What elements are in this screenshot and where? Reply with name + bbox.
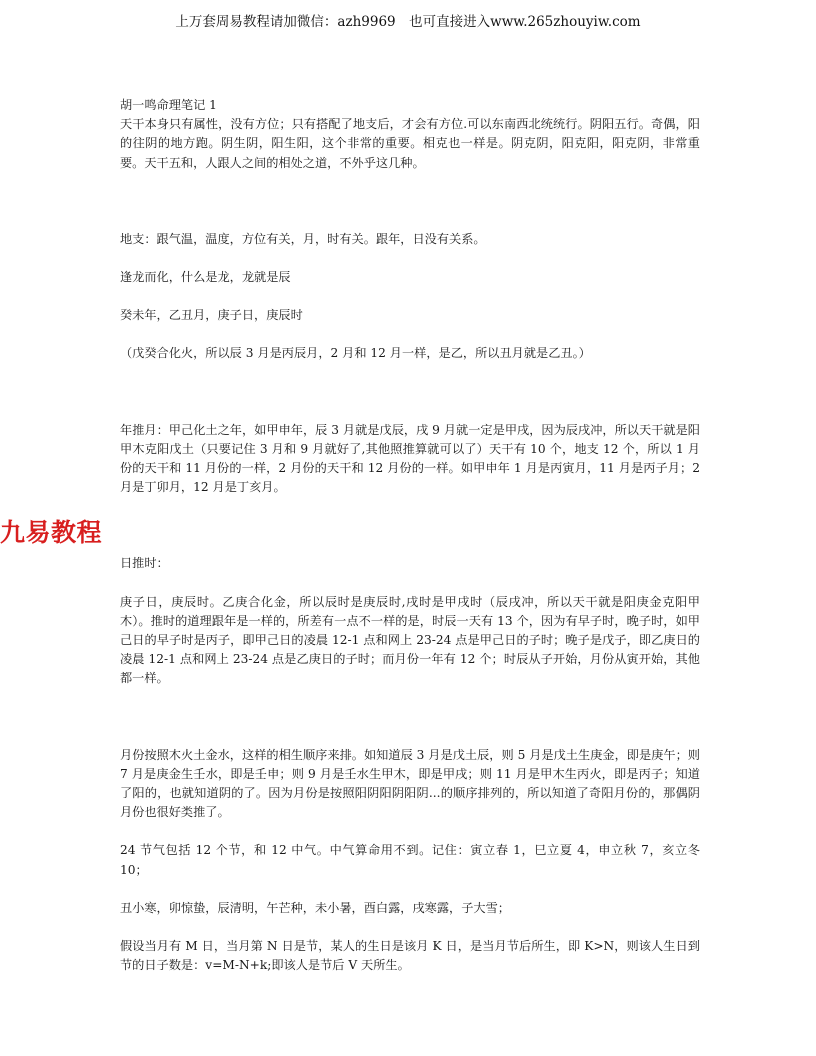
paragraph-tiangan: 天干本身只有属性，没有方位；只有搭配了地支后，才会有方位.可以东南西北统统行。阴阳五行。奇偶，阳的往阴的地方跑。阴生阴，阳生阳，这个非常的重要。相克也一样是。阴克阴，阳克阳，阳克阴，非常重要。天干五和，人跟人之间的相处之道，不外乎这几种。 — [120, 117, 700, 170]
paragraph-nian-tui-yue: 年推月：甲己化土之年，如甲申年，辰 3 月就是戊辰，戌 9 月就一定是甲戌，因为辰戌冲，所以天干就是阳甲木克阳戊土（只要记住 3 月和 9 月就好了,其他照推算就可以了）天干有 10 个，地支 12 个，所以 1 月份的天干和 11 月份的一样，2 月份的天干和 12 月份的一样。如甲申年 1 月是丙寅月，11 月是丙子月；2 月是丁卯月，12 月是丁亥月。 — [120, 422, 700, 495]
header-banner: 上万套周易教程请加微信：azh9969 也可直接进入www.265zhouyiw.com — [175, 14, 641, 30]
paragraph-example-pillars: 癸未年，乙丑月，庚子日，庚辰时 — [120, 308, 303, 323]
paragraph-jieqi: 24 节气包括 12 个节，和 12 中气。中气算命用不到。记住：寅立春 1，巳立夏 4，申立秋 7，亥立冬 10； — [120, 843, 700, 877]
paragraph-ri-tui-shi-heading: 日推时： — [120, 556, 169, 571]
watermark-logo: 九易教程 — [0, 518, 103, 547]
paragraph-wugui: （戊癸合化火，所以辰 3 月是丙辰月，2 月和 12 月一样，是乙，所以丑月就是乙丑。） — [120, 346, 591, 361]
paragraph-jie-list: 丑小寒，卯惊蛰，辰清明，午芒种，未小暑，酉白露，戌寒露，子大雪； — [120, 900, 510, 915]
paragraph-dizhi: 地支：跟气温，温度，方位有关，月，时有关。跟年，日没有关系。 — [120, 231, 486, 246]
document-title: 胡一鸣命理笔记 1 — [120, 98, 217, 112]
paragraph-formula: 假设当月有 M 日，当月第 N 日是节，某人的生日是该月 K 日，是当月节后所生，即 K>N，则该人生日到节的日子数是：v=M-N+k;即该人是节后 V 天所生。 — [120, 939, 700, 973]
paragraph-fenglong: 逢龙而化，什么是龙，龙就是辰 — [120, 270, 291, 285]
document-body — [120, 96, 700, 975]
paragraph-ri-tui-shi: 庚子日，庚辰时。乙庚合化金，所以辰时是庚辰时,戌时是甲戌时（辰戌冲，所以天干就是阳庚金克阳甲木）。推时的道理跟年是一样的，所差有一点不一样的是，时辰一天有 13 个，因为有早子时，晚子时，如甲己日的早子时是丙子，即甲己日的凌晨 12-1 点和网上 23-24 点是甲己日的子时；晚子是戊子，即乙庚日的凌晨 12-1 点和网上 23-24 点是乙庚日的子时；而月份一年有 12 个；时辰从子开始，月份从寅开始，其他都一样。 — [120, 594, 700, 686]
paragraph-yuefen: 月份按照木火土金水，这样的相生顺序来排。如知道辰 3 月是戊土辰，则 5 月是戊土生庚金，即是庚午；则 7 月是庚金生壬水，即是壬申；则 9 月是壬水生甲木，即是甲戌；则 11 月是甲木生丙火，即是丙子；知道了阳的，也就知道阴的了。因为月份是按照阳阴阳阴阳阴...的顺序排列的，所以知道了奇阳月份的，那偶阴月份也很好类推了。 — [120, 747, 700, 820]
